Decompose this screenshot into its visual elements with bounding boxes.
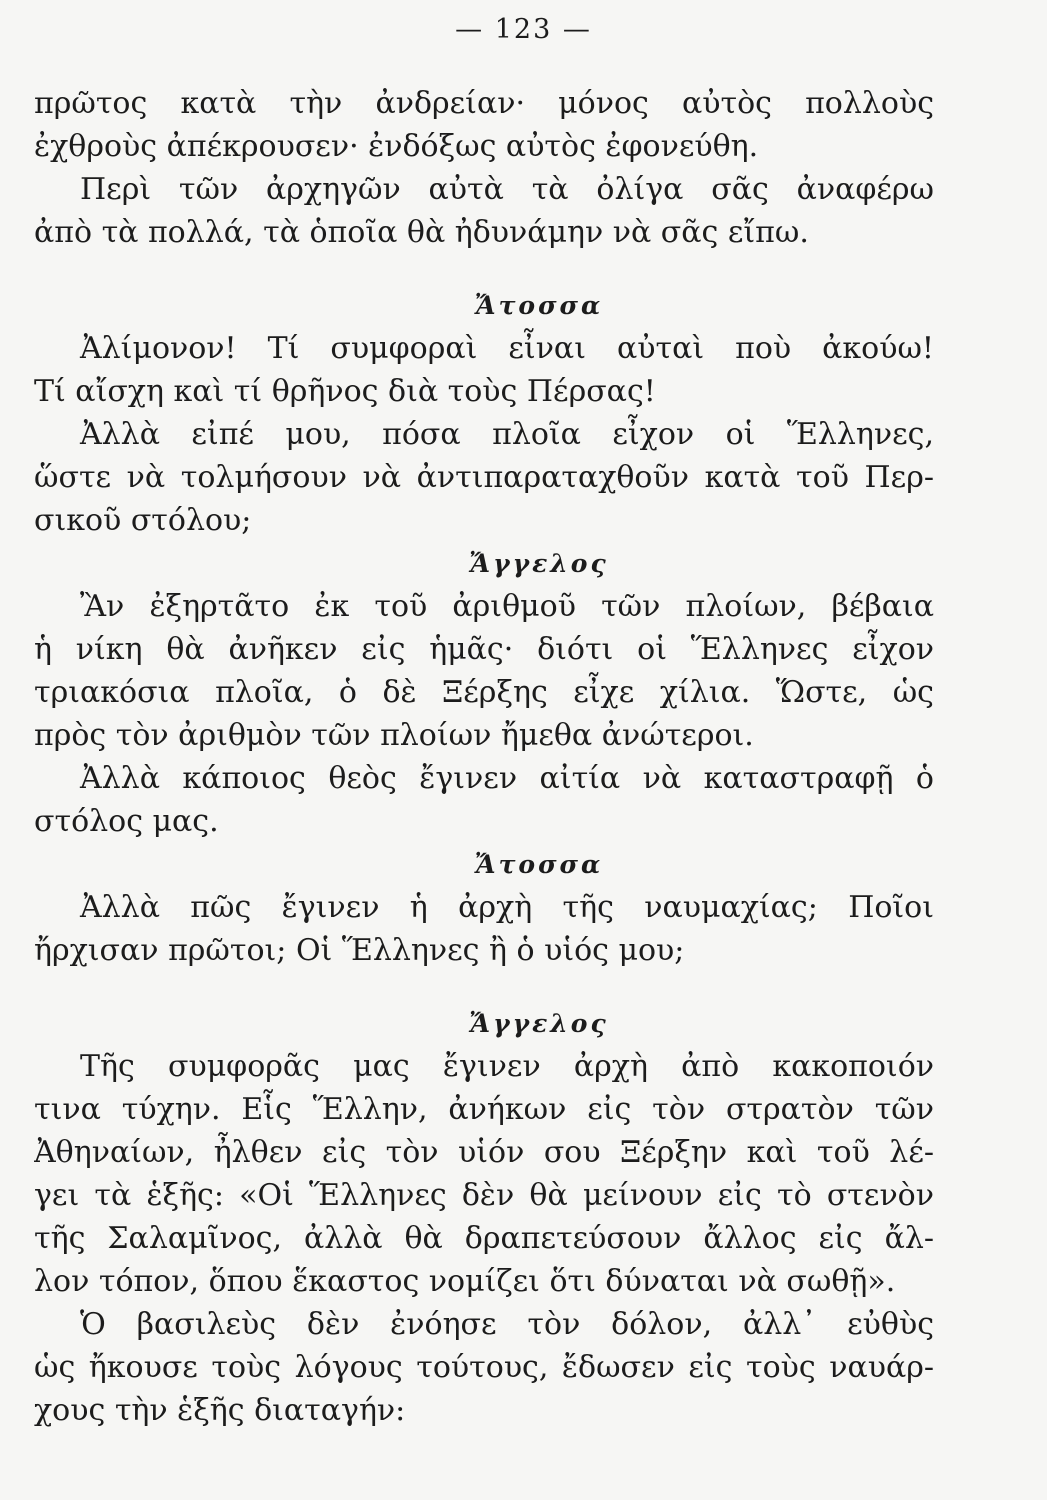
speaker-heading-angelos: Ἄγγελος — [469, 1009, 609, 1038]
text-line: χους τὴν ἑξῆς διαταγήν: — [34, 1393, 406, 1428]
speaker-heading-angelos: Ἄγγελος — [469, 549, 609, 578]
text-line: ἀπὸ τὰ πολλά, τὰ ὁποῖα θὰ ἠδυνάμην νὰ σᾶς εἴπω. — [34, 215, 809, 250]
dialogue-text — [34, 82, 934, 1432]
text-line: σικοῦ στόλου; — [34, 503, 252, 538]
speaker-heading-atossa: Ἄτοσσα — [474, 291, 604, 320]
text-line: Ἀλλὰ κάποιος θεὸς ἔγινεν αἰτία νὰ καταστραφῇ ὁ — [80, 761, 934, 796]
text-line: ἡ νίκη θὰ ἀνῆκεν εἰς ἡμᾶς· διότι οἱ Ἕλληνες εἶχον — [34, 632, 934, 667]
text-line: Τί αἴσχη καὶ τί θρῆνος διὰ τοὺς Πέρσας! — [34, 374, 656, 409]
text-line: λον τόπον, ὅπου ἕκαστος νομίζει ὅτι δύναται νὰ σωθῇ». — [34, 1264, 896, 1299]
text-line: στόλος μας. — [34, 804, 219, 839]
text-line: τριακόσια πλοῖα, ὁ δὲ Ξέρξης εἶχε χίλια. Ὥστε, ὡς — [34, 675, 934, 710]
text-line: τινα τύχην. Εἷς Ἕλλην, ἀνήκων εἰς τὸν στρατὸν τῶν — [34, 1092, 934, 1127]
text-line: Περὶ τῶν ἀρχηγῶν αὐτὰ τὰ ὀλίγα σᾶς ἀναφέρω — [80, 172, 934, 207]
text-line: πρῶτος κατὰ τὴν ἀνδρείαν· μόνος αὐτὸς πολλοὺς — [34, 86, 934, 121]
text-line: γει τὰ ἑξῆς: «Οἱ Ἕλληνες δὲν θὰ μείνουν εἰς τὸ στενὸν — [34, 1178, 934, 1213]
text-line: ὡς ἤκουσε τοὺς λόγους τούτους, ἔδωσεν εἰς τοὺς ναυάρ- — [34, 1350, 934, 1385]
text-line: Ἂν ἐξηρτᾶτο ἐκ τοῦ ἀριθμοῦ τῶν πλοίων, βέβαια — [80, 589, 934, 624]
text-line: ὥστε νὰ τολμήσουν νὰ ἀντιπαραταχθοῦν κατὰ τοῦ Περ- — [34, 460, 934, 495]
text-line: Ἀλλὰ πῶς ἔγινεν ἡ ἀρχὴ τῆς ναυμαχίας; Ποῖοι — [80, 890, 934, 925]
text-line: πρὸς τὸν ἀριθμὸν τῶν πλοίων ἤμεθα ἀνώτεροι. — [34, 718, 754, 753]
text-line: ἐχθροὺς ἀπέκρουσεν· ἐνδόξως αὐτὸς ἐφονεύθη. — [34, 129, 759, 164]
text-line: Ἀθηναίων, ἦλθεν εἰς τὸν υἱόν σου Ξέρξην καὶ τοῦ λέ- — [34, 1135, 934, 1170]
text-line: Ὁ βασιλεὺς δὲν ἐνόησε τὸν δόλον, ἀλλ᾽ εὐθὺς — [80, 1307, 934, 1342]
text-line: Ἀλίμονον! Τί συμφοραὶ εἶναι αὐταὶ ποὺ ἀκούω! — [80, 331, 934, 366]
text-line: τῆς Σαλαμῖνος, ἀλλὰ θὰ δραπετεύσουν ἄλλος εἰς ἄλ- — [34, 1221, 934, 1256]
page-number: — 123 — — [455, 14, 592, 45]
text-line: Τῆς συμφορᾶς μας ἔγινεν ἀρχὴ ἀπὸ κακοποιόν — [80, 1049, 934, 1084]
text-line: ἤρχισαν πρῶτοι; Οἱ Ἕλληνες ἢ ὁ υἱός μου; — [34, 933, 685, 968]
text-line: Ἀλλὰ εἰπέ μου, πόσα πλοῖα εἶχον οἱ Ἕλληνες, — [80, 417, 934, 452]
speaker-heading-atossa: Ἄτοσσα — [474, 850, 604, 879]
